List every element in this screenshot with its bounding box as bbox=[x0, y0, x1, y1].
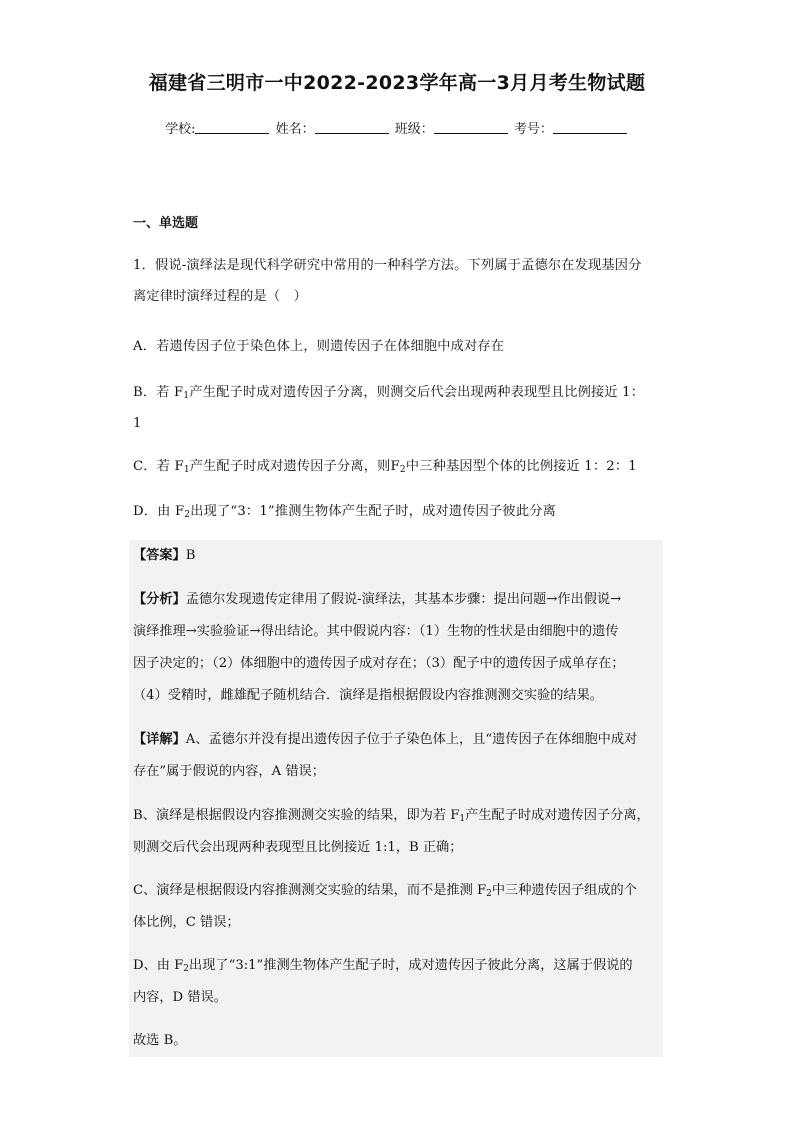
detail-d bbox=[133, 950, 661, 1014]
school-label: 学校: bbox=[165, 122, 196, 137]
detail-b bbox=[133, 800, 661, 864]
detail-text: 产生配子时成对遗传因子分离， bbox=[465, 808, 650, 823]
option-c-text: 中三种基因型个体的比例接近 1：2：1 bbox=[405, 459, 637, 474]
option-d-text: D．由 F bbox=[133, 504, 185, 519]
subscript: 2 bbox=[183, 964, 190, 974]
question-stem-line: 离定律时演绎过程的是（ ） bbox=[133, 289, 308, 304]
option-c-text: 产生配子时成对遗传因子分离，则F bbox=[189, 459, 400, 474]
subscript: 2 bbox=[486, 889, 492, 899]
student-info-line bbox=[0, 118, 794, 137]
class-label: 班级： bbox=[394, 122, 434, 137]
analysis-text: 孟德尔发现遗传定律用了假说-演绎法，其基本步骤：提出问题→作出假说→ bbox=[185, 592, 622, 607]
detail-c bbox=[133, 875, 661, 939]
question-stem bbox=[133, 250, 663, 312]
option-d-text: 出现了“3：1”推测生物体产生配子时，成对遗传因子彼此分离 bbox=[190, 504, 556, 519]
document-title: 福建省三明市一中2022-2023学年高一3月月考生物试题 bbox=[148, 72, 646, 94]
option-b-text: B．若 F bbox=[133, 385, 184, 400]
class-blank[interactable] bbox=[434, 121, 508, 134]
name-label: 姓名： bbox=[275, 122, 315, 137]
detail-text: 体比例，C 错误； bbox=[133, 915, 240, 930]
detail-label: 【详解】 bbox=[133, 732, 186, 747]
detail-text: 存在”属于假说的内容，A 错误； bbox=[133, 764, 325, 779]
number-blank[interactable] bbox=[553, 121, 627, 134]
name-blank[interactable] bbox=[315, 121, 389, 134]
detail-text: 中三种遗传因子组成的个 bbox=[491, 883, 637, 898]
option-a: A．若遗传因子位于染色体上，则遗传因子在体细胞中成对存在 bbox=[133, 339, 505, 354]
option-c-text: C．若 F bbox=[133, 459, 184, 474]
detail-text: 则测交后代会出现两种表现型且比例接近 1:1，B 正确； bbox=[133, 840, 463, 855]
detail-text: D、由 F bbox=[133, 958, 184, 973]
analysis-text: 演绎推理→实验验证→得出结论。其中假说内容：（1）生物的性状是由细胞中的遗传 bbox=[133, 624, 619, 639]
detail-text: A、孟德尔并没有提出遗传因子位于子染色体上，且“遗传因子在体细胞中成对 bbox=[185, 732, 638, 747]
school-blank[interactable] bbox=[195, 121, 269, 134]
analysis-text: （4）受精时，雌雄配子随机结合．演绎是指根据假设内容推测测交实验的结果。 bbox=[133, 688, 603, 703]
section-heading: 一、单选题 bbox=[133, 216, 199, 231]
detail-text: 出现了“3:1”推测生物体产生配子时，成对遗传因子彼此分离，这属于假说的 bbox=[189, 958, 633, 973]
question-stem-line: 1．假说-演绎法是现代科学研究中常用的一种科学方法。下列属于孟德尔在发现基因分 bbox=[133, 258, 642, 273]
subscript: 1 bbox=[183, 465, 190, 475]
detail-a bbox=[133, 724, 661, 788]
analysis-paragraph bbox=[133, 584, 661, 712]
conclusion: 故选 B。 bbox=[133, 1033, 187, 1048]
option-b-text: 产生配子时成对遗传因子分离，则测交后代会出现两种表现型且比例接近 1： bbox=[189, 385, 645, 400]
subscript: 1 bbox=[183, 391, 190, 401]
answer-value: B bbox=[185, 548, 196, 563]
answer-line bbox=[133, 540, 661, 572]
option-c bbox=[133, 451, 663, 482]
detail-text: 内容，D 错误。 bbox=[133, 990, 227, 1005]
option-d bbox=[133, 496, 663, 527]
analysis-label: 【分析】 bbox=[133, 592, 186, 607]
option-b-line bbox=[133, 377, 663, 408]
detail-text: B、演绎是根据假设内容推测测交实验的结果，即为若 F bbox=[133, 808, 460, 823]
subscript: 2 bbox=[184, 510, 191, 520]
analysis-text: 因子决定的；（2）体细胞中的遗传因子成对存在；（3）配子中的遗传因子成单存在； bbox=[133, 656, 625, 671]
subscript: 1 bbox=[459, 814, 466, 824]
subscript: 2 bbox=[399, 465, 406, 475]
answer-label: 【答案】 bbox=[133, 548, 186, 563]
number-label: 考号： bbox=[513, 122, 553, 137]
detail-text: C、演绎是根据假设内容推测测交实验的结果，而不是推测 F bbox=[133, 883, 487, 898]
option-b-line: 1 bbox=[133, 416, 142, 431]
option-b bbox=[133, 377, 663, 439]
